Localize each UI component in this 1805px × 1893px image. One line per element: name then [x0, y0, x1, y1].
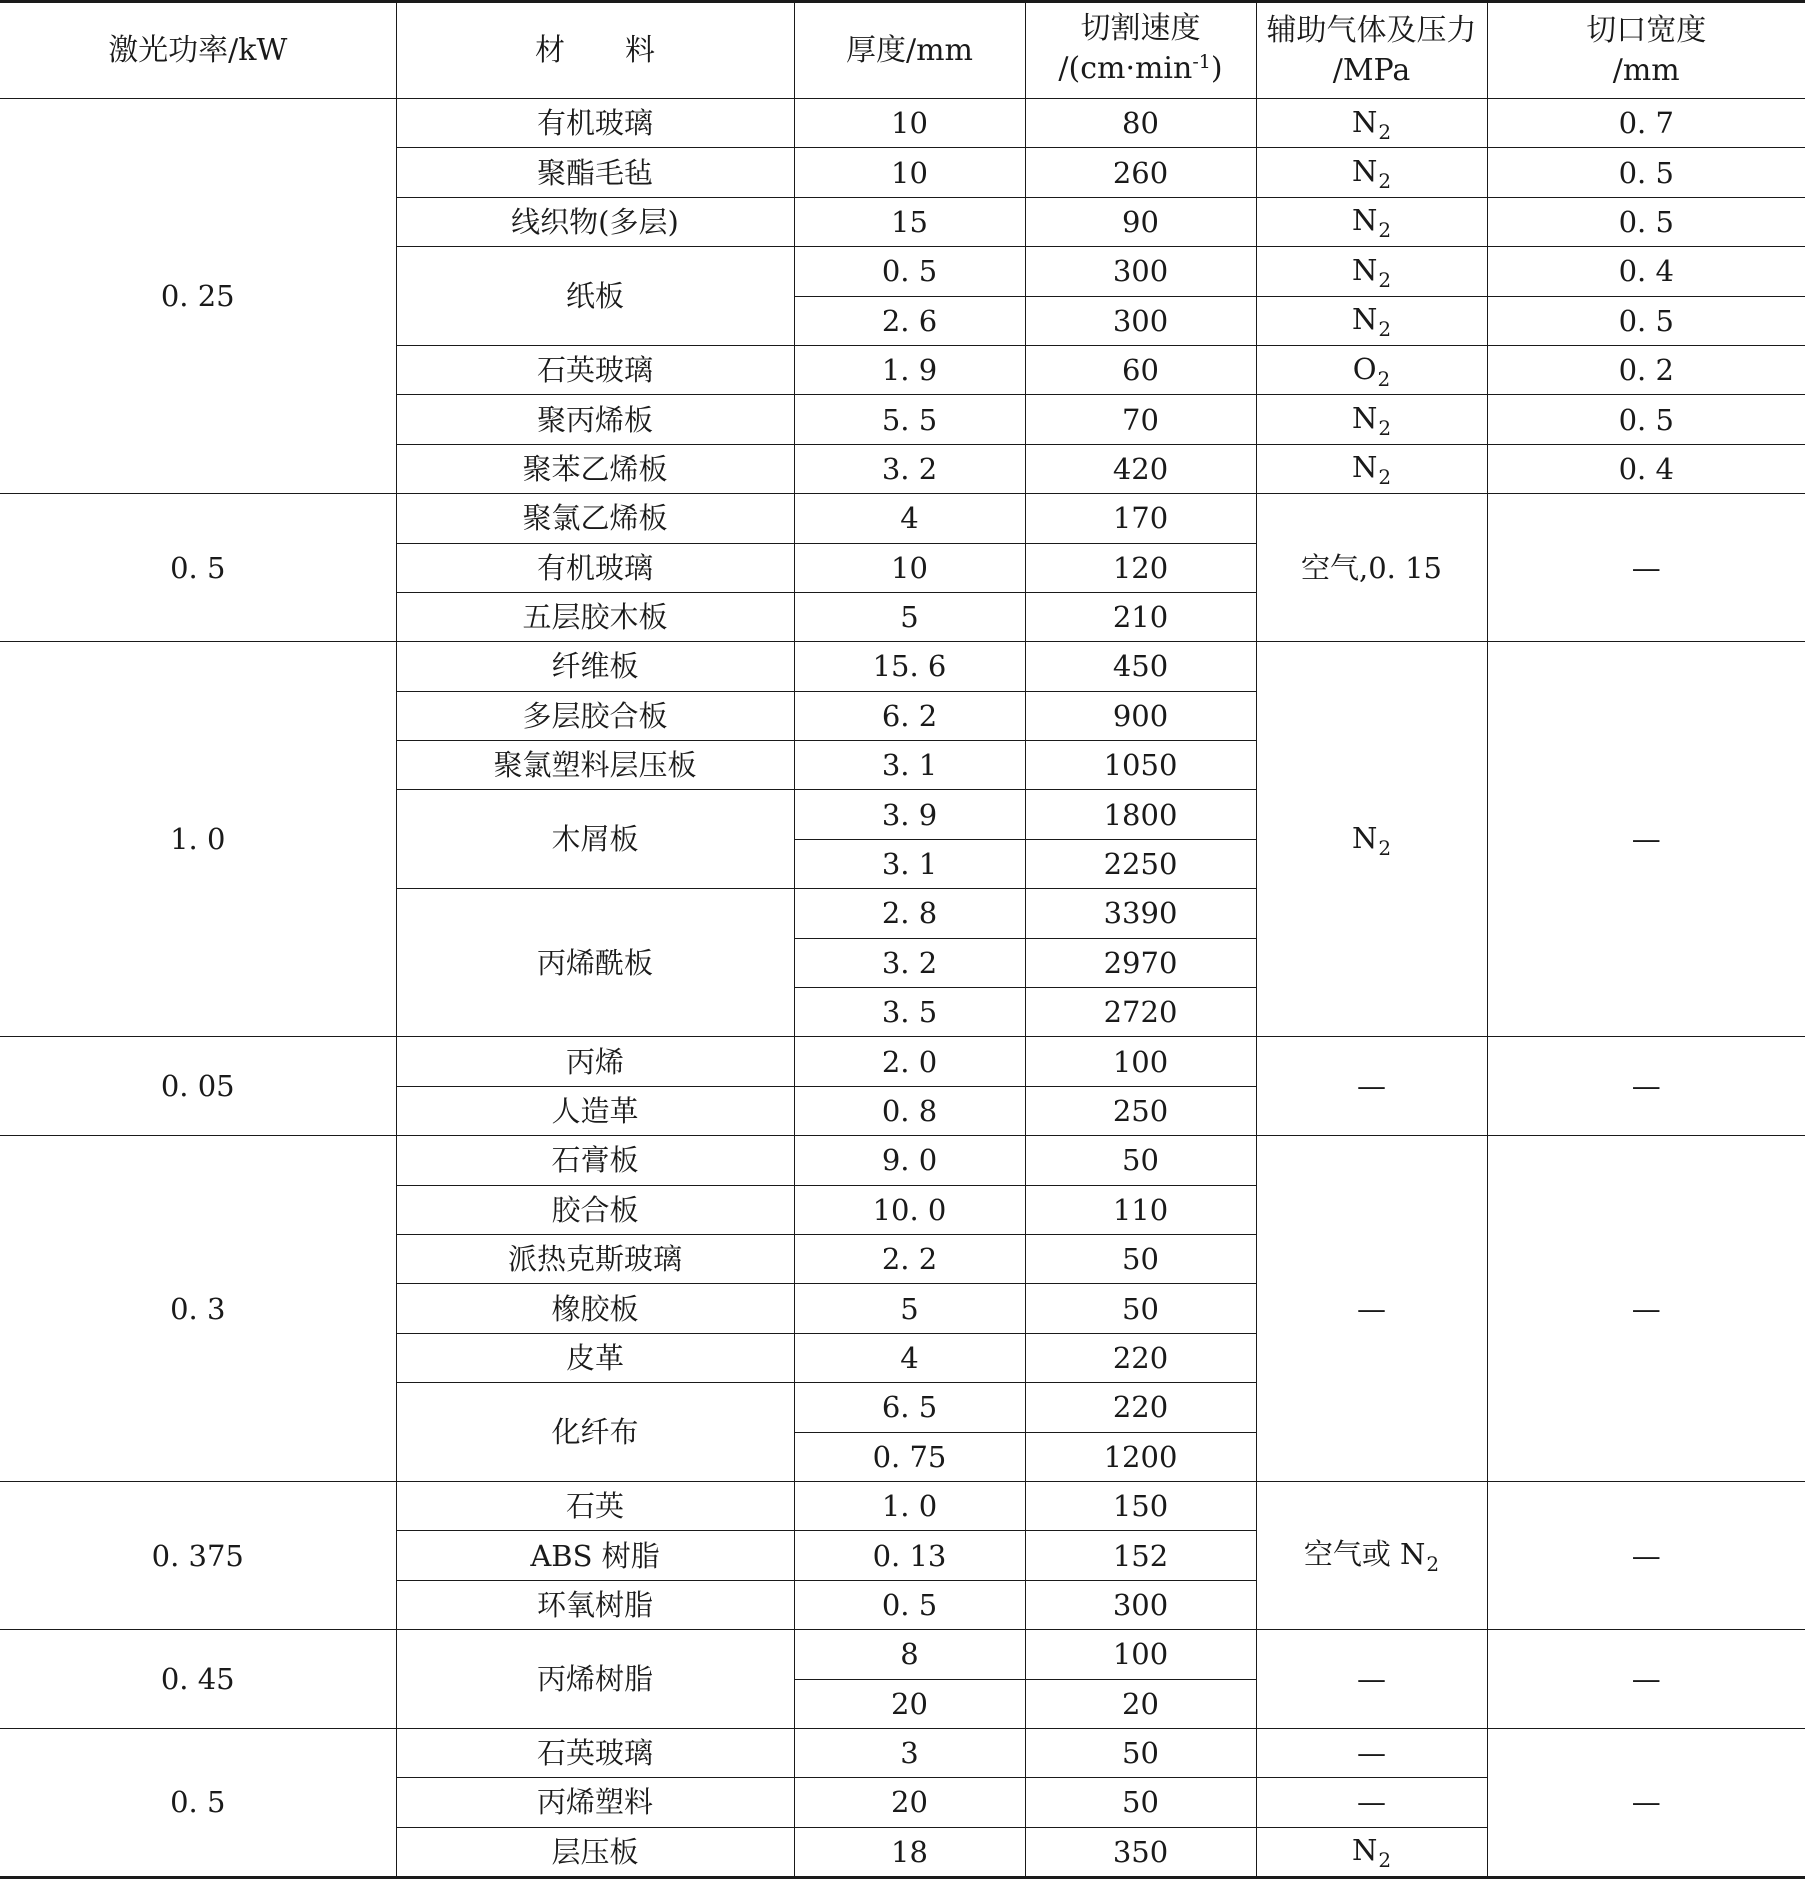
kerf-cell: —: [1487, 1630, 1805, 1729]
gas-cell: —: [1256, 1630, 1487, 1729]
gas-cell: $N_2$: [1256, 444, 1487, 493]
thickness-cell: 3. 9: [794, 790, 1025, 839]
speed-cell: 300: [1025, 296, 1256, 345]
material-cell: 层压板: [396, 1827, 794, 1877]
thickness-cell: 2. 2: [794, 1234, 1025, 1283]
speed-cell: 260: [1025, 148, 1256, 197]
table-body: [0, 99, 1805, 1878]
thickness-cell: 15. 6: [794, 642, 1025, 691]
thickness-cell: 9. 0: [794, 1136, 1025, 1185]
thickness-cell: 0. 5: [794, 1580, 1025, 1629]
table-row: [0, 1037, 1805, 1086]
speed-cell: 350: [1025, 1827, 1256, 1877]
material-cell: 石英: [396, 1481, 794, 1530]
gas-cell: $N_2$: [1256, 296, 1487, 345]
material-cell: 木屑板: [396, 790, 794, 889]
material-cell: 丙烯酰板: [396, 889, 794, 1037]
speed-cell: 50: [1025, 1284, 1256, 1333]
thickness-cell: 0. 5: [794, 247, 1025, 296]
power-cell: 0. 3: [0, 1136, 396, 1482]
header-speed-line2: $/(cm\cdot\min^{-1})$: [1058, 51, 1223, 86]
material-cell: 有机玻璃: [396, 99, 794, 148]
speed-cell: 210: [1025, 592, 1256, 641]
power-cell: 0. 45: [0, 1630, 396, 1729]
speed-cell: 70: [1025, 395, 1256, 444]
kerf-cell: 0. 4: [1487, 247, 1805, 296]
thickness-cell: 0. 75: [794, 1432, 1025, 1481]
table-row: [0, 1481, 1805, 1530]
power-cell: 0. 25: [0, 99, 396, 494]
kerf-cell: 0. 7: [1487, 99, 1805, 148]
header-kerf-line1: 切口宽度: [1586, 12, 1707, 48]
gas-cell: —: [1256, 1037, 1487, 1136]
thickness-cell: 20: [794, 1679, 1025, 1728]
kerf-cell: 0. 5: [1487, 395, 1805, 444]
thickness-cell: 3. 5: [794, 988, 1025, 1037]
header-material: 材 料: [396, 2, 794, 99]
gas-cell: $N_2$: [1256, 1827, 1487, 1877]
kerf-cell: —: [1487, 1037, 1805, 1136]
thickness-cell: 2. 8: [794, 889, 1025, 938]
thickness-cell: 2. 6: [794, 296, 1025, 345]
speed-cell: 3390: [1025, 889, 1256, 938]
kerf-cell: —: [1487, 1728, 1805, 1877]
thickness-cell: 6. 2: [794, 691, 1025, 740]
material-cell: 线织物(多层): [396, 197, 794, 246]
thickness-cell: 10: [794, 148, 1025, 197]
kerf-cell: 0. 2: [1487, 345, 1805, 394]
header-kerf: [1487, 2, 1805, 99]
thickness-cell: 3. 2: [794, 444, 1025, 493]
material-cell: 多层胶合板: [396, 691, 794, 740]
speed-cell: 80: [1025, 99, 1256, 148]
table-row: [0, 1728, 1805, 1777]
thickness-cell: 2. 0: [794, 1037, 1025, 1086]
kerf-cell: 0. 5: [1487, 197, 1805, 246]
gas-cell: $N_2$: [1256, 395, 1487, 444]
thickness-cell: 1. 0: [794, 1481, 1025, 1530]
material-cell: 化纤布: [396, 1383, 794, 1482]
speed-cell: 1050: [1025, 741, 1256, 790]
kerf-cell: 0. 5: [1487, 148, 1805, 197]
thickness-cell: 15: [794, 197, 1025, 246]
thickness-cell: 0. 8: [794, 1086, 1025, 1135]
table-row: [0, 1630, 1805, 1679]
thickness-cell: 4: [794, 1333, 1025, 1382]
speed-cell: 170: [1025, 494, 1256, 543]
material-cell: 石英玻璃: [396, 345, 794, 394]
thickness-cell: 6. 5: [794, 1383, 1025, 1432]
speed-cell: 2250: [1025, 839, 1256, 888]
speed-cell: 60: [1025, 345, 1256, 394]
gas-cell: —: [1256, 1728, 1487, 1777]
kerf-cell: —: [1487, 1481, 1805, 1629]
material-cell: 丙烯树脂: [396, 1630, 794, 1729]
header-power: 激光功率/kW: [0, 2, 396, 99]
table-row: [0, 1136, 1805, 1185]
material-cell: 聚氯塑料层压板: [396, 741, 794, 790]
speed-cell: 150: [1025, 1481, 1256, 1530]
kerf-cell: —: [1487, 642, 1805, 1037]
material-cell: 五层胶木板: [396, 592, 794, 641]
speed-cell: 300: [1025, 1580, 1256, 1629]
gas-cell: $N_2$: [1256, 99, 1487, 148]
thickness-cell: 20: [794, 1778, 1025, 1827]
speed-cell: 110: [1025, 1185, 1256, 1234]
speed-cell: 250: [1025, 1086, 1256, 1135]
speed-cell: 2970: [1025, 938, 1256, 987]
thickness-cell: 10. 0: [794, 1185, 1025, 1234]
gas-cell: 空气或 $N_2$: [1256, 1481, 1487, 1629]
speed-cell: 450: [1025, 642, 1256, 691]
kerf-cell: —: [1487, 494, 1805, 642]
speed-cell: 100: [1025, 1630, 1256, 1679]
material-cell: 聚酯毛毡: [396, 148, 794, 197]
speed-cell: 1200: [1025, 1432, 1256, 1481]
material-cell: 环氧树脂: [396, 1580, 794, 1629]
material-cell: ABS 树脂: [396, 1531, 794, 1580]
thickness-cell: 8: [794, 1630, 1025, 1679]
gas-cell: —: [1256, 1778, 1487, 1827]
table-row: [0, 642, 1805, 691]
speed-cell: 2720: [1025, 988, 1256, 1037]
thickness-cell: 5: [794, 592, 1025, 641]
material-cell: 石英玻璃: [396, 1728, 794, 1777]
speed-cell: 50: [1025, 1234, 1256, 1283]
material-cell: 纸板: [396, 247, 794, 346]
thickness-cell: 4: [794, 494, 1025, 543]
material-cell: 聚丙烯板: [396, 395, 794, 444]
speed-cell: 50: [1025, 1136, 1256, 1185]
gas-cell: —: [1256, 1136, 1487, 1482]
material-cell: 胶合板: [396, 1185, 794, 1234]
thickness-cell: 5. 5: [794, 395, 1025, 444]
power-cell: 0. 5: [0, 494, 396, 642]
material-cell: 派热克斯玻璃: [396, 1234, 794, 1283]
speed-cell: 50: [1025, 1728, 1256, 1777]
speed-cell: 100: [1025, 1037, 1256, 1086]
gas-cell: $N_2$: [1256, 642, 1487, 1037]
material-cell: 皮革: [396, 1333, 794, 1382]
material-cell: 丙烯塑料: [396, 1778, 794, 1827]
power-cell: 0. 5: [0, 1728, 396, 1877]
speed-cell: 120: [1025, 543, 1256, 592]
material-cell: 丙烯: [396, 1037, 794, 1086]
speed-cell: 900: [1025, 691, 1256, 740]
thickness-cell: 0. 13: [794, 1531, 1025, 1580]
material-cell: 石膏板: [396, 1136, 794, 1185]
material-cell: 聚氯乙烯板: [396, 494, 794, 543]
speed-cell: 1800: [1025, 790, 1256, 839]
header-thickness: 厚度/mm: [794, 2, 1025, 99]
speed-cell: 420: [1025, 444, 1256, 493]
material-cell: 橡胶板: [396, 1284, 794, 1333]
material-cell: 人造革: [396, 1086, 794, 1135]
speed-cell: 152: [1025, 1531, 1256, 1580]
thickness-cell: 10: [794, 99, 1025, 148]
table-row: [0, 494, 1805, 543]
kerf-cell: 0. 5: [1487, 296, 1805, 345]
header-gas: [1256, 2, 1487, 99]
header-speed: [1025, 2, 1256, 99]
thickness-cell: 5: [794, 1284, 1025, 1333]
thickness-cell: 3. 2: [794, 938, 1025, 987]
gas-cell: $N_2$: [1256, 247, 1487, 296]
speed-cell: 220: [1025, 1333, 1256, 1382]
header-gas-line2: /MPa: [1332, 52, 1411, 88]
power-cell: 1. 0: [0, 642, 396, 1037]
thickness-cell: 18: [794, 1827, 1025, 1877]
kerf-cell: 0. 4: [1487, 444, 1805, 493]
material-cell: 聚苯乙烯板: [396, 444, 794, 493]
header-kerf-line2: /mm: [1612, 52, 1680, 88]
speed-cell: 220: [1025, 1383, 1256, 1432]
gas-cell: $O_2$: [1256, 345, 1487, 394]
speed-cell: 300: [1025, 247, 1256, 296]
thickness-cell: 3: [794, 1728, 1025, 1777]
power-cell: 0. 375: [0, 1481, 396, 1629]
gas-cell: $N_2$: [1256, 197, 1487, 246]
kerf-cell: —: [1487, 1136, 1805, 1482]
speed-cell: 50: [1025, 1778, 1256, 1827]
header-gas-line1: 辅助气体及压力: [1266, 12, 1477, 48]
speed-cell: 90: [1025, 197, 1256, 246]
speed-cell: 20: [1025, 1679, 1256, 1728]
material-cell: 有机玻璃: [396, 543, 794, 592]
thickness-cell: 1. 9: [794, 345, 1025, 394]
gas-cell: $N_2$: [1256, 148, 1487, 197]
gas-cell: 空气,0. 15: [1256, 494, 1487, 642]
thickness-cell: 10: [794, 543, 1025, 592]
thickness-cell: 3. 1: [794, 741, 1025, 790]
header-speed-line1: 切割速度: [1080, 11, 1201, 46]
material-cell: 纤维板: [396, 642, 794, 691]
table-row: [0, 99, 1805, 148]
power-cell: 0. 05: [0, 1037, 396, 1136]
header-row: [0, 2, 1805, 99]
thickness-cell: 3. 1: [794, 839, 1025, 888]
